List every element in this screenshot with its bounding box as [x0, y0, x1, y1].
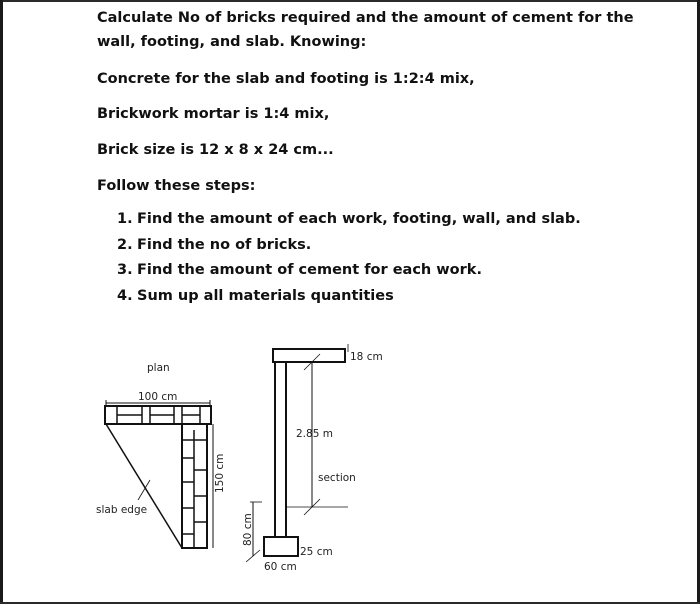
problem-title: Calculate No of bricks required and the amount of cement for the wall, footing, and slab. Knowing: [97, 10, 634, 50]
footing-width-label: 60 cm [264, 561, 297, 573]
section-label: section [318, 472, 356, 484]
footing-height-label: 25 cm [300, 546, 333, 558]
mortar-mix-text: Brickwork mortar is 1:4 mix, [97, 106, 330, 122]
slab-edge-leader [138, 480, 150, 500]
step-number: 3. [117, 262, 133, 278]
step-number: 4. [117, 287, 133, 304]
brick-size-text: Brick size is 12 x 8 x 24 cm... [97, 142, 334, 158]
step-number: 1. [117, 211, 133, 227]
step-text: Find the amount of each work, footing, wall, and slab. [137, 211, 581, 227]
step-text: Sum up all materials quantities [137, 287, 394, 304]
wall-height-label: 2.85 m [296, 428, 333, 440]
step-number: 2. [117, 236, 133, 253]
concrete-mix-text: Concrete for the slab and footing is 1:2:4 mix, [97, 71, 475, 87]
slab-diagonal-edge [106, 424, 182, 548]
plan-view [96, 362, 226, 548]
plan-width-label: 100 cm [138, 391, 178, 403]
step-text: Find the amount of cement for each work. [137, 262, 482, 278]
depth-label: 80 cm [242, 513, 254, 546]
section-view [242, 344, 383, 573]
steps-intro: Follow these steps: [97, 178, 256, 194]
plan-length-label: 150 cm [214, 453, 226, 493]
slab-thickness-label: 18 cm [350, 351, 383, 363]
plan-label: plan [147, 362, 170, 374]
step-text: Find the no of bricks. [137, 236, 312, 253]
section-slab [273, 349, 345, 362]
section-footing [264, 537, 298, 556]
slab-edge-label: slab edge [96, 504, 148, 516]
